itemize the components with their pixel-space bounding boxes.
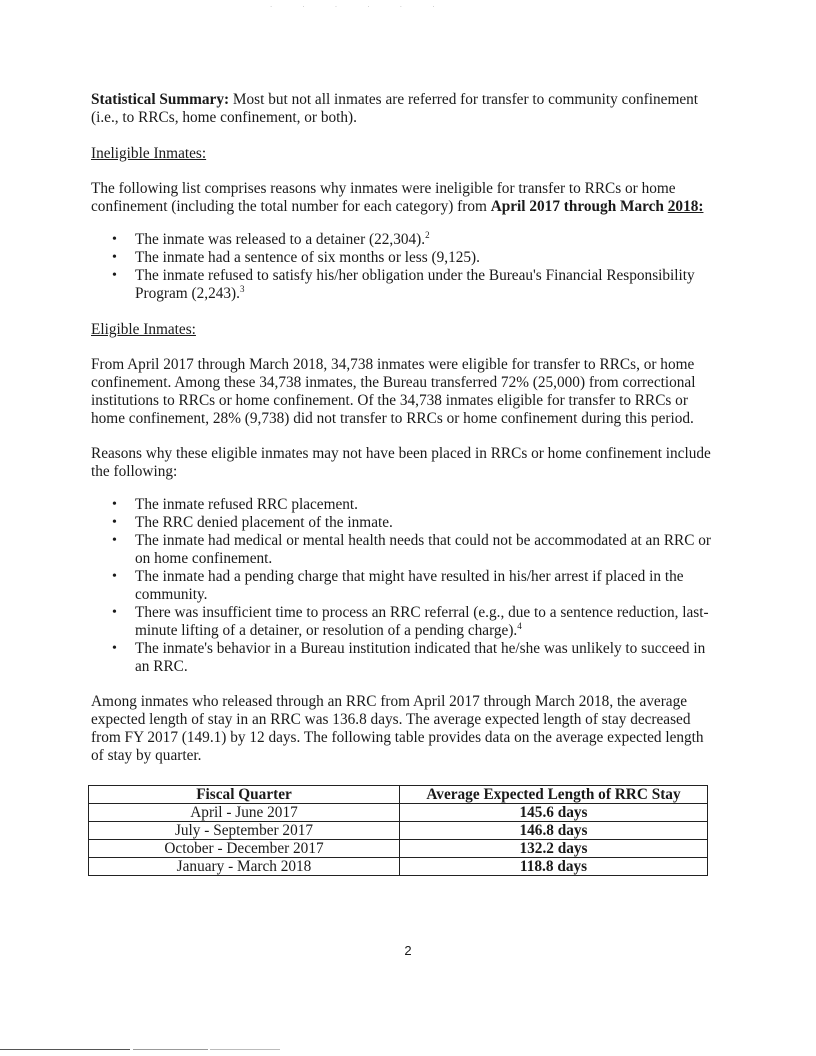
scan-artifact-line <box>0 1049 130 1050</box>
table-row <box>89 840 708 858</box>
ineligible-intro: The following list comprises reasons why inmates were ineligible for transfer to RRCs or home confinement (including the total number for each category) from April 2017 through March 2018: <box>91 180 704 215</box>
rrc-stay-table <box>88 785 708 876</box>
eligible-paragraph-3: Among inmates who released through an RRC from April 2017 through March 2018, the average expected length of stay in an RRC was 136.8 days. The average expected length of stay decreased from FY 2017 (149.1) by 12 days. The following table provides data on the average expected length of stay by quarter. <box>91 693 704 764</box>
quarter-cell: January - March 2018 <box>89 858 400 876</box>
list-item: • The inmate refused to satisfy his/her obligation under the Bureau's Financial Responsibility Program (2,243).$^3$ <box>135 267 713 303</box>
list-item: • There was insufficient time to process an RRC referral (e.g., due to a sentence reduction, last-minute lifting of a detainer, or resolution of a pending charge).$^4$ <box>135 604 713 640</box>
table-row <box>89 858 708 876</box>
list-item: • The RRC denied placement of the inmate. <box>135 514 713 532</box>
list-item: • The inmate refused RRC placement. <box>135 496 713 514</box>
quarter-cell: July - September 2017 <box>89 822 400 840</box>
eligible-reasons-list <box>91 496 713 676</box>
page-number: 2 <box>404 943 412 958</box>
ineligible-heading: Ineligible Inmates: <box>91 145 207 162</box>
column-header: Fiscal Quarter <box>89 786 400 804</box>
eligible-paragraph-1: From April 2017 through March 2018, 34,738 inmates were eligible for transfer to RRCs, or home confinement. Among these 34,738 inmates, the Bureau transferred 72% (25,000) from correctional institutions to RRCs or home confinement. Of the 34,738 inmates eligible for transfer to RRCs or home confinement, 28% (9,738) did not transfer to RRCs or home confinement during this period. <box>91 356 696 427</box>
table-row <box>89 804 708 822</box>
list-item: • The inmate was released to a detainer (22,304).$^2$ <box>135 231 713 249</box>
summary-text: Most but not all inmates are referred for transfer to community confinement (i.e., to RRCs, home confinement, or both). <box>91 91 699 126</box>
table-header-row <box>89 786 708 804</box>
column-header: Average Expected Length of RRC Stay <box>400 786 708 804</box>
ineligible-list <box>91 231 713 303</box>
list-item: • The inmate's behavior in a Bureau institution indicated that he/she was unlikely to succeed in an RRC. <box>135 640 713 676</box>
page-content <box>91 91 713 876</box>
list-item: • The inmate had medical or mental health needs that could not be accommodated at an RRC or on home confinement. <box>135 532 713 568</box>
summary-label: Statistical Summary: <box>91 91 230 108</box>
list-item: • The inmate had a sentence of six months or less (9,125). <box>135 249 713 267</box>
quarter-cell: October - December 2017 <box>89 840 400 858</box>
list-item: • The inmate had a pending charge that might have resulted in his/her arrest if placed in the community. <box>135 568 713 604</box>
stay-cell: 132.2 days <box>400 840 708 858</box>
stay-cell: 146.8 days <box>400 822 708 840</box>
table-row <box>89 822 708 840</box>
stay-cell: 118.8 days <box>400 858 708 876</box>
scan-artifact-line <box>210 1049 280 1050</box>
eligible-paragraph-2: Reasons why these eligible inmates may not have been placed in RRCs or home confinement include the following: <box>91 445 711 480</box>
stay-cell: 145.6 days <box>400 804 708 822</box>
scan-artifact: · · · · · · <box>270 3 449 11</box>
scan-artifact-line <box>133 1049 208 1050</box>
quarter-cell: April - June 2017 <box>89 804 400 822</box>
statistical-summary <box>91 91 713 127</box>
eligible-heading: Eligible Inmates: <box>91 321 196 338</box>
